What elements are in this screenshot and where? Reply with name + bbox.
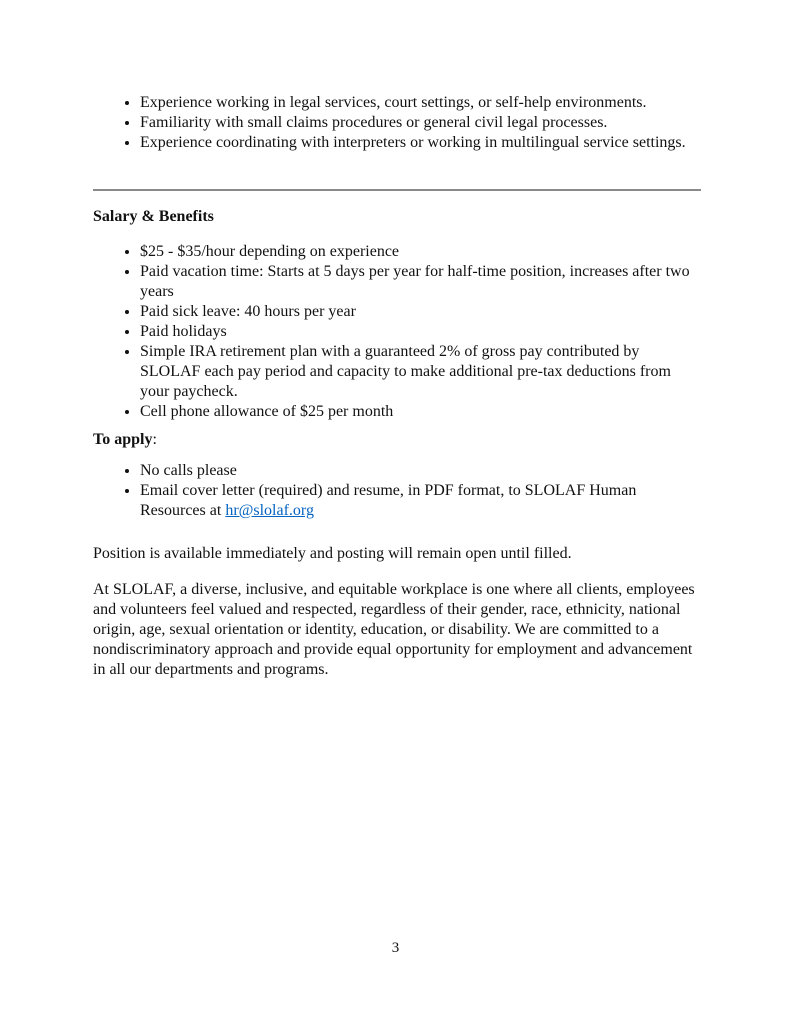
list-item: • $25 - $35/hour depending on experience [140,242,701,262]
to-apply-label: To apply [93,431,153,448]
list-item: • Paid vacation time: Starts at 5 days per year for half-time position, increases after two years [140,262,701,302]
list-item [140,481,701,521]
apply-list [93,461,701,521]
to-apply-heading [93,430,701,450]
apply-email-text: Email cover letter (required) and resume, in PDF format, to SLOLAF Human Resources at [140,482,637,519]
list-item: • Experience coordinating with interpreters or working in multilingual service settings. [140,133,701,153]
section-divider [93,189,701,191]
availability-paragraph: Position is available immediately and posting will remain open until filled. [93,545,572,562]
list-item: • Familiarity with small claims procedures or general civil legal processes. [140,113,701,133]
eeo-paragraph: At SLOLAF, a diverse, inclusive, and equitable workplace is one where all clients, employees and volunteers feel valued and respected, regardless of their gender, race, ethnicity, national origin, age, sexual orientation or identity, education, or disability. We are committed to a nondiscriminatory approach and provide equal opportunity for employment and advancement in all our departments and programs. [93,581,695,678]
page-number: 3 [391,940,400,956]
to-apply-colon: : [152,431,157,448]
salary-benefits-list [93,242,701,422]
qualifications-list [93,93,701,153]
email-link[interactable]: hr@slolaf.org [225,502,314,519]
salary-benefits-heading: Salary & Benefits [93,208,214,225]
list-item: • Experience working in legal services, court settings, or self-help environments. [140,93,701,113]
list-item: • Cell phone allowance of $25 per month [140,402,701,422]
list-item: • Simple IRA retirement plan with a guaranteed 2% of gross pay contributed by SLOLAF each pay period and capacity to make additional pre-tax deductions from your paycheck. [140,342,701,402]
list-item: • Paid sick leave: 40 hours per year [140,302,701,322]
list-item: • Paid holidays [140,322,701,342]
list-item: • No calls please [140,461,701,481]
